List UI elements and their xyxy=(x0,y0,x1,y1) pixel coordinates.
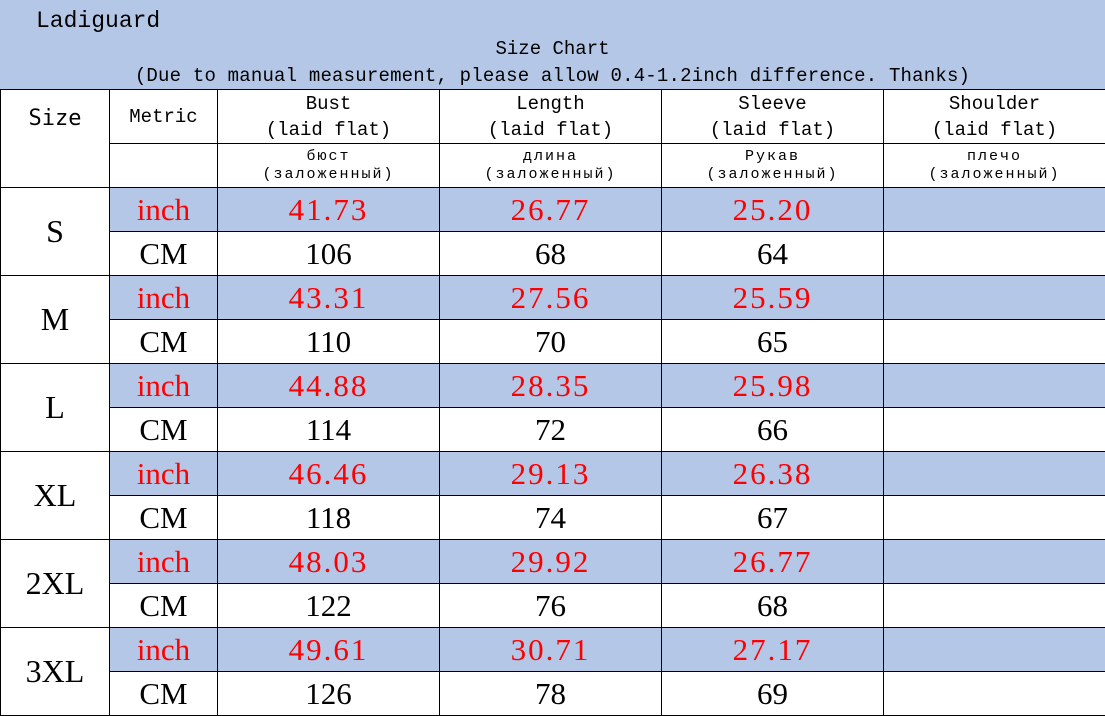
shoulder-inch-value xyxy=(884,540,1105,584)
shoulder-cm-value xyxy=(884,320,1105,364)
bust-cm-value: 106 xyxy=(218,232,440,276)
unit-inch-label: inch xyxy=(110,452,218,496)
chart-title: Size Chart xyxy=(0,37,1105,61)
shoulder-cm-value xyxy=(884,672,1105,716)
sleeve-cm-value: 68 xyxy=(662,584,884,628)
bust-inch-value: 49.61 xyxy=(218,628,440,672)
size-row-cm xyxy=(1,408,1105,452)
size-column-header xyxy=(1,90,110,188)
sleeve-cm-value: 64 xyxy=(662,232,884,276)
unit-cm-label: CM xyxy=(110,408,218,452)
unit-cm-label: CM xyxy=(110,232,218,276)
shoulder-inch-value xyxy=(884,452,1105,496)
size-row-inch xyxy=(1,188,1105,232)
unit-inch-label: inch xyxy=(110,628,218,672)
metric-header-blank xyxy=(110,144,218,188)
sleeve-inch-value: 26.77 xyxy=(662,540,884,584)
shoulder-header-sublabel: (laid flat) xyxy=(884,117,1105,143)
length-cm-value: 76 xyxy=(440,584,662,628)
unit-cm-label: CM xyxy=(110,672,218,716)
unit-inch-label: inch xyxy=(110,364,218,408)
unit-cm-label: CM xyxy=(110,496,218,540)
bust-inch-value: 41.73 xyxy=(218,188,440,232)
bust-inch-value: 44.88 xyxy=(218,364,440,408)
length-column-header xyxy=(440,90,662,144)
measurement-note: (Due to manual measurement, please allow 0.4-1.2inch difference. Thanks) xyxy=(0,64,1105,88)
bust-russian-sublabel: (заложенный) xyxy=(218,166,439,184)
length-cm-value: 78 xyxy=(440,672,662,716)
bust-cm-value: 110 xyxy=(218,320,440,364)
brand-name: Ladiguard xyxy=(36,7,160,35)
length-cm-value: 70 xyxy=(440,320,662,364)
size-row-inch xyxy=(1,540,1105,584)
bust-russian-label: бюст xyxy=(218,148,439,166)
size-label: 2XL xyxy=(1,540,110,628)
sleeve-inch-value: 25.59 xyxy=(662,276,884,320)
sleeve-cm-value: 66 xyxy=(662,408,884,452)
bust-cm-value: 122 xyxy=(218,584,440,628)
sleeve-cm-value: 69 xyxy=(662,672,884,716)
sleeve-cm-value: 65 xyxy=(662,320,884,364)
size-row-inch xyxy=(1,628,1105,672)
header-row-english xyxy=(1,90,1105,144)
bust-cm-value: 126 xyxy=(218,672,440,716)
size-row-cm xyxy=(1,672,1105,716)
size-row-cm xyxy=(1,496,1105,540)
unit-cm-label: CM xyxy=(110,584,218,628)
length-russian-sublabel: (заложенный) xyxy=(440,166,661,184)
metric-column-header xyxy=(110,90,218,144)
shoulder-cm-value xyxy=(884,232,1105,276)
length-cm-value: 72 xyxy=(440,408,662,452)
bust-header-label: Bust xyxy=(218,91,439,117)
unit-inch-label: inch xyxy=(110,276,218,320)
length-header-label: Length xyxy=(440,91,661,117)
sleeve-russian-label: Рукав xyxy=(662,148,883,166)
length-cm-value: 74 xyxy=(440,496,662,540)
shoulder-cm-value xyxy=(884,408,1105,452)
header-row-russian xyxy=(1,144,1105,188)
size-row-cm xyxy=(1,584,1105,628)
shoulder-inch-value xyxy=(884,188,1105,232)
size-label: 3XL xyxy=(1,628,110,716)
size-label: M xyxy=(1,276,110,364)
sleeve-column-header xyxy=(662,90,884,144)
length-cm-value: 68 xyxy=(440,232,662,276)
sleeve-header-sublabel: (laid flat) xyxy=(662,117,883,143)
sleeve-inch-value: 27.17 xyxy=(662,628,884,672)
length-inch-value: 30.71 xyxy=(440,628,662,672)
bust-cm-value: 118 xyxy=(218,496,440,540)
shoulder-header-label: Shoulder xyxy=(884,91,1105,117)
size-row-cm xyxy=(1,232,1105,276)
metric-header-label: Metric xyxy=(129,106,197,128)
size-row-inch xyxy=(1,364,1105,408)
shoulder-russian-sublabel: (заложенный) xyxy=(884,166,1105,184)
length-inch-value: 29.13 xyxy=(440,452,662,496)
bust-inch-value: 46.46 xyxy=(218,452,440,496)
sleeve-header-label: Sleeve xyxy=(662,91,883,117)
length-inch-value: 27.56 xyxy=(440,276,662,320)
size-label: L xyxy=(1,364,110,452)
length-header-sublabel: (laid flat) xyxy=(440,117,661,143)
bust-header-russian xyxy=(218,144,440,188)
unit-inch-label: inch xyxy=(110,540,218,584)
size-row-inch xyxy=(1,452,1105,496)
size-row-inch xyxy=(1,276,1105,320)
unit-inch-label: inch xyxy=(110,188,218,232)
size-row-cm xyxy=(1,320,1105,364)
bust-header-sublabel: (laid flat) xyxy=(218,117,439,143)
bust-cm-value: 114 xyxy=(218,408,440,452)
shoulder-inch-value xyxy=(884,364,1105,408)
chart-header xyxy=(0,0,1105,90)
sleeve-inch-value: 26.38 xyxy=(662,452,884,496)
bust-column-header xyxy=(218,90,440,144)
shoulder-header-russian xyxy=(884,144,1105,188)
size-label: XL xyxy=(1,452,110,540)
shoulder-column-header xyxy=(884,90,1105,144)
shoulder-inch-value xyxy=(884,628,1105,672)
length-inch-value: 26.77 xyxy=(440,188,662,232)
length-inch-value: 29.92 xyxy=(440,540,662,584)
size-table xyxy=(0,89,1105,716)
size-label: S xyxy=(1,188,110,276)
shoulder-cm-value xyxy=(884,496,1105,540)
shoulder-cm-value xyxy=(884,584,1105,628)
bust-inch-value: 48.03 xyxy=(218,540,440,584)
sleeve-inch-value: 25.20 xyxy=(662,188,884,232)
sleeve-inch-value: 25.98 xyxy=(662,364,884,408)
length-inch-value: 28.35 xyxy=(440,364,662,408)
bust-inch-value: 43.31 xyxy=(218,276,440,320)
sleeve-russian-sublabel: (заложенный) xyxy=(662,166,883,184)
sleeve-cm-value: 67 xyxy=(662,496,884,540)
unit-cm-label: CM xyxy=(110,320,218,364)
size-header-label: Size xyxy=(29,106,82,131)
length-header-russian xyxy=(440,144,662,188)
length-russian-label: длина xyxy=(440,148,661,166)
shoulder-russian-label: плечо xyxy=(884,148,1105,166)
shoulder-inch-value xyxy=(884,276,1105,320)
sleeve-header-russian xyxy=(662,144,884,188)
